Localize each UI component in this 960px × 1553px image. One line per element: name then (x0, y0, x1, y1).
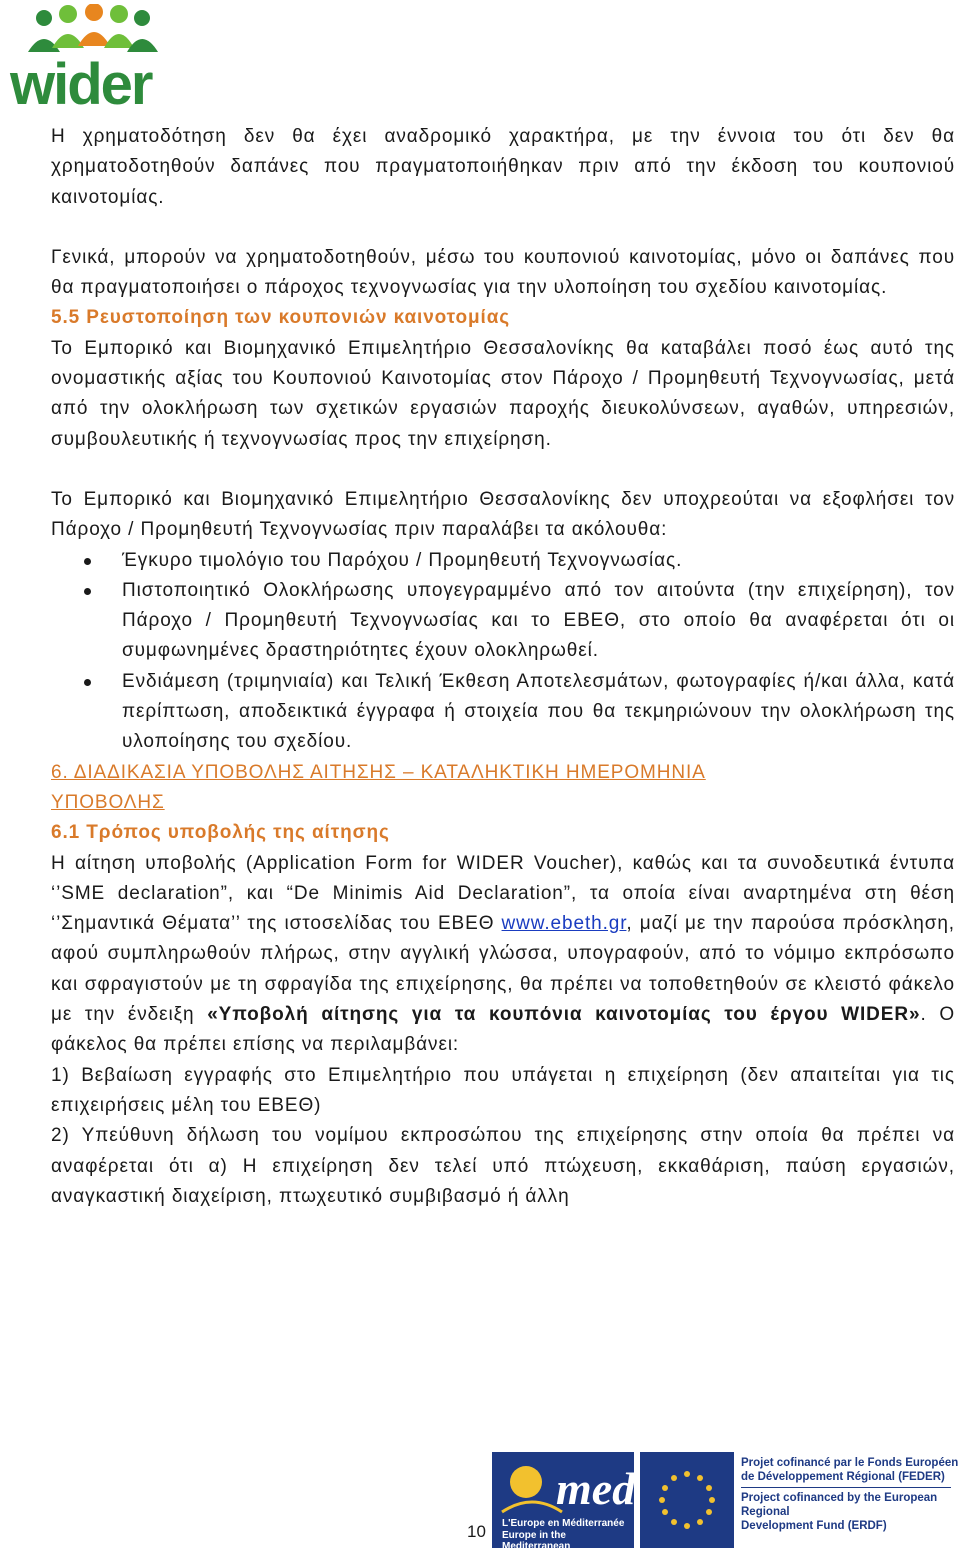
eu-en-line-2: Development Fund (ERDF) (741, 1520, 887, 1532)
med-line-fr: L'Europe en Méditerranée (502, 1518, 625, 1529)
bullet-icon (84, 558, 91, 565)
eu-flag (640, 1452, 734, 1548)
logo-wordmark: wider (10, 52, 152, 110)
paragraph-conditions: Το Εμπορικό και Βιομηχανικό Επιμελητήριο Θεσσαλονίκης δεν υποχρεούται να εξοφλήσει τον Πάροχο / Προμηθευτή Τεχνογνωσίας πριν παραλάβει τα ακόλουθα: (51, 488, 955, 541)
paragraph-item-1: 1) Βεβαίωση εγγραφής στο Επιμελητήριο που υπάγεται η επιχείρηση (δεν απαιτείται για τις επιχειρήσεις μέλη του ΕΒΕΘ) (51, 1064, 955, 1116)
eu-divider (741, 1487, 951, 1488)
eu-stars-icon (640, 1452, 734, 1548)
heading-5-5: 5.5 Ρευστοποίηση των κουπονιών καινοτομίας (51, 307, 511, 329)
heading-6-continued: ΥΠΟΒΟΛΗΣ (51, 791, 165, 813)
paragraph-payment: Το Εμπορικό και Βιομηχανικό Επιμελητήριο Θεσσαλονίκης θα καταβάλει ποσό έως αυτό της ονομαστικής αξίας του Κουπονιού Καινοτομίας στον Πάροχο / Προμηθευτή Τεχνογνωσίας, μετά από την ολοκλήρωση των σχετικών εργασιών παροχής διευκολύνσεων, αγαθών, υπηρεσιών, συμβουλευτικής ή τεχνογνωσίας προς την επιχείρηση. (51, 337, 955, 450)
list-item: Πιστοποιητικό Ολοκλήρωσης υπογεγραμμένο από τον αιτούντα (την επιχείρηση), τον Πάροχο / Προμηθευτή Τεχνογνωσίας και το ΕΒΕΘ, στο οποίο θα αναφέρεται ότι οι συμφωνημένες δραστηριότητες έχουν ολοκληρωθεί. (51, 576, 955, 667)
ebeth-link[interactable]: www.ebeth.gr (501, 913, 627, 935)
list-item: Έγκυρο τιμολόγιο του Παρόχου / Προμηθευτή Τεχνογνωσίας. (51, 546, 955, 576)
med-programme-logo (492, 1452, 636, 1552)
paragraph-item-2: 2) Υπεύθυνη δήλωση του νομίμου εκπροσώπου της επιχείρησης στην οποία θα πρέπει να αναφέρεται ότι α) Η επιχείρηση δεν τελεί υπό πτώχευση, εκκαθάριση, παύση εργασιών, αναγκαστική διαχείριση, πτωχευτικό συμβιβασμό ή άλλη (51, 1125, 955, 1207)
heading-6-1: 6.1 Τρόπος υποβολής της αίτησης (51, 822, 390, 844)
bullet-icon (84, 588, 91, 595)
paragraph-submission: Η αίτηση υποβολής (Application Form for WIDER Voucher), καθώς και τα συνοδευτικά έντυπα ‘’SME declaration”, και “De Minimis Aid Declaration”, τα οποία είναι αναρτημένα στη θέση ‘’Σημαντικά Θέματα’’ της ιστοσελίδας του ΕΒΕΘ www.ebeth.gr, μαζί με την παρούσα πρόσκληση, αφού συμπληρωθούν πλήρως, στην αγγλική γλώσσα, υπογραφούν, από το νόμιμο εκπρόσωπο και σφραγιστούν με τη σφραγίδα της επιχείρησης, θα πρέπει να τοποθετηθούν σε κλειστό φάκελο με την ένδειξη «Υποβολή αίτησης για τα κουπόνια καινοτομίας του έργου WIDER». Ο φάκελος θα πρέπει επίσης να περιλαμβάνει: (51, 852, 955, 1056)
paragraph-eligible-costs: Γενικά, μπορούν να χρηματοδοτηθούν, μέσω του κουπονιού καινοτομίας, μόνο οι δαπάνες που θα πραγματοποιήσει ο πάροχος τεχνογνωσίας για την υλοποίηση του σχεδίου καινοτομίας. (51, 246, 955, 299)
med-wordmark: med (556, 1463, 636, 1514)
eu-funding-text (741, 1456, 960, 1533)
list-item: Ενδιάμεση (τριμηνιαία) και Τελική Έκθεση Αποτελεσμάτων, φωτογραφίες ή/και άλλα, κατά περίπτωση, αποδεικτικά έγγραφα ή στοιχεία που θα τεκμηριώνουν την ολοκλήρωση της υλοποίησης του σχεδίου. (51, 667, 955, 758)
eu-en-line-1: Project cofinanced by the European Regional (741, 1492, 938, 1518)
document-body (51, 122, 955, 1212)
eu-fr-line-2: de Développement Régional (FEDER) (741, 1471, 945, 1483)
bullet-icon (84, 679, 91, 686)
wider-logo (6, 4, 181, 110)
page-number: 10 (467, 1522, 486, 1541)
conditions-list (51, 546, 955, 758)
envelope-label: «Υποβολή αίτησης για τα κουπόνια καινοτομίας του έργου WIDER» (207, 1004, 921, 1026)
eu-fr-line-1: Projet cofinancé par le Fonds Européen (741, 1457, 959, 1469)
paragraph-retroactive: Η χρηματοδότηση δεν θα έχει αναδρομικό χαρακτήρα, με την έννοια του ότι δεν θα χρηματοδοτηθούν δαπάνες που πραγματοποιήθηκαν πριν από την έκδοση του κουπονιού καινοτομίας. (51, 126, 955, 208)
med-line-en: Europe in the Mediterranean (502, 1530, 571, 1552)
heading-6: 6. ΔΙΑΔΙΚΑΣΙΑ ΥΠΟΒΟΛΗΣ ΑΙΤΗΣΗΣ – ΚΑΤΑΛΗΚΤΙΚΗ ΗΜΕΡΟΜΗΝΙΑ (51, 761, 706, 783)
